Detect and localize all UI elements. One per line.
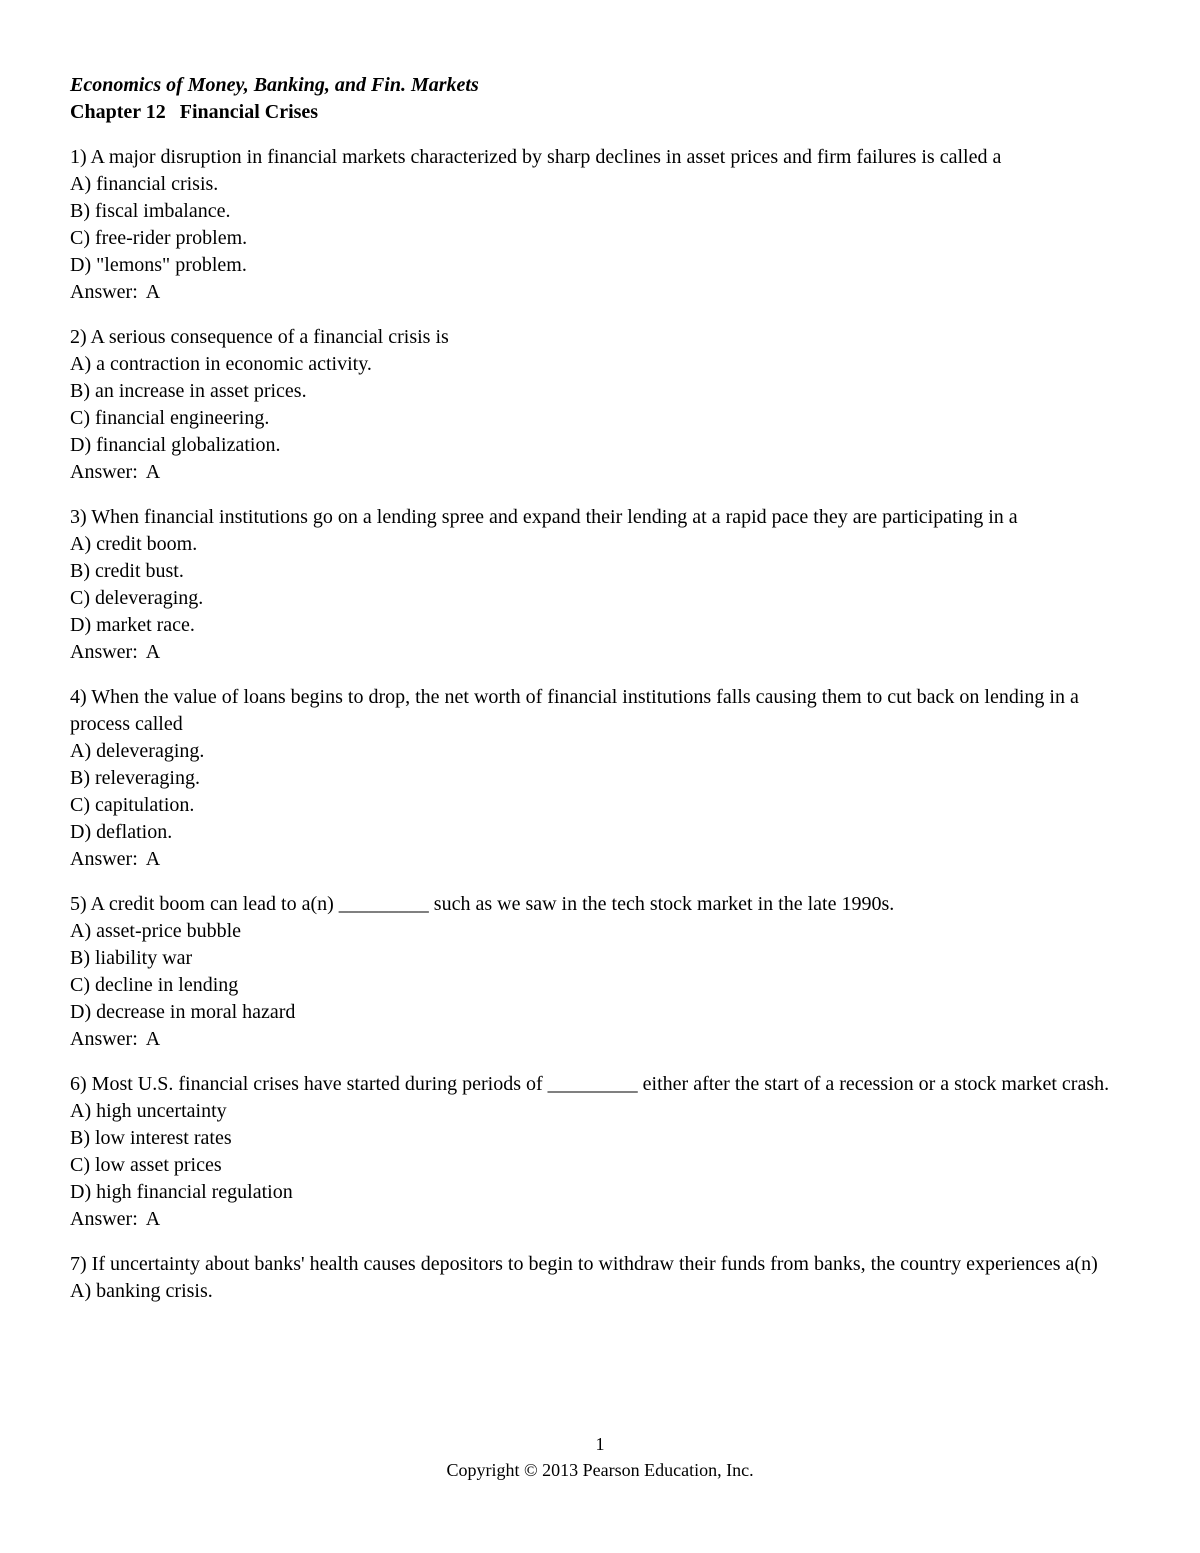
answer-choice: D) market race. — [70, 614, 195, 636]
question-item — [70, 891, 1130, 1053]
answer-choice: C) free-rider problem. — [70, 227, 248, 249]
question-item — [70, 1071, 1130, 1233]
question-list — [70, 144, 1130, 1305]
copyright-notice: Copyright © 2013 Pearson Education, Inc. — [446, 1460, 754, 1480]
answer-choice: D) high financial regulation — [70, 1181, 293, 1203]
question-stem: 5) A credit boom can lead to a(n) _________ such as we saw in the tech stock market in the late 1990s. — [70, 893, 895, 915]
answer-line — [70, 1206, 1130, 1233]
question-stem: 2) A serious consequence of a financial crisis is — [70, 326, 449, 348]
answer-label: Answer: — [70, 461, 138, 483]
answer-choice: B) credit bust. — [70, 560, 184, 582]
answer-choice: C) decline in lending — [70, 974, 239, 996]
answer-line — [70, 459, 1130, 486]
answer-choice: D) deflation. — [70, 821, 173, 843]
answer-choice: B) an increase in asset prices. — [70, 380, 307, 402]
question-item — [70, 684, 1130, 873]
answer-choice: C) capitulation. — [70, 794, 195, 816]
answer-value: A — [145, 281, 161, 303]
chapter-name: Financial Crises — [179, 101, 319, 123]
answer-label: Answer: — [70, 281, 138, 303]
answer-value: A — [145, 461, 161, 483]
answer-choice: D) decrease in moral hazard — [70, 1001, 296, 1023]
question-item — [70, 504, 1130, 666]
answer-choice: A) asset-price bubble — [70, 920, 242, 942]
answer-value: A — [145, 1208, 161, 1230]
question-stem: 7) If uncertainty about banks' health causes depositors to begin to withdraw their funds from banks, the country experiences a(n) — [70, 1253, 1098, 1275]
answer-choice: A) credit boom. — [70, 533, 198, 555]
answer-choice: A) high uncertainty — [70, 1100, 227, 1122]
answer-choice: A) a contraction in economic activity. — [70, 353, 372, 375]
answer-choice: B) liability war — [70, 947, 193, 969]
question-item — [70, 1251, 1130, 1305]
answer-choice: A) financial crisis. — [70, 173, 219, 195]
answer-line — [70, 279, 1130, 306]
question-item — [70, 324, 1130, 486]
answer-line — [70, 1026, 1130, 1053]
answer-choice: A) banking crisis. — [70, 1280, 213, 1302]
answer-line — [70, 639, 1130, 666]
answer-label: Answer: — [70, 848, 138, 870]
question-item — [70, 144, 1130, 306]
answer-choice: A) deleveraging. — [70, 740, 205, 762]
page-number: 1 — [595, 1434, 605, 1454]
question-stem: 6) Most U.S. financial crises have started during periods of _________ either after the start of a recession or a stock market crash. — [70, 1073, 1110, 1095]
answer-choice: B) low interest rates — [70, 1127, 232, 1149]
answer-choice: C) low asset prices — [70, 1154, 222, 1176]
answer-label: Answer: — [70, 1028, 138, 1050]
answer-choice: C) deleveraging. — [70, 587, 204, 609]
chapter-label: Chapter 12 — [70, 101, 166, 123]
answer-choice: D) "lemons" problem. — [70, 254, 247, 276]
answer-value: A — [145, 641, 161, 663]
answer-value: A — [145, 848, 161, 870]
answer-label: Answer: — [70, 641, 138, 663]
document-page — [70, 72, 1130, 1305]
answer-value: A — [145, 1028, 161, 1050]
answer-choice: B) fiscal imbalance. — [70, 200, 231, 222]
answer-choice: C) financial engineering. — [70, 407, 270, 429]
chapter-title — [70, 99, 1130, 126]
answer-line — [70, 846, 1130, 873]
answer-choice: B) releveraging. — [70, 767, 200, 789]
book-title: Economics of Money, Banking, and Fin. Markets — [70, 74, 479, 96]
question-stem: 1) A major disruption in financial markets characterized by sharp declines in asset prices and firm failures is called a — [70, 146, 1002, 168]
answer-choice: D) financial globalization. — [70, 434, 281, 456]
answer-label: Answer: — [70, 1208, 138, 1230]
question-stem: 3) When financial institutions go on a lending spree and expand their lending at a rapid pace they are participating in a — [70, 506, 1018, 528]
question-stem: 4) When the value of loans begins to drop, the net worth of financial institutions falls causing them to cut back on lending in a process called — [70, 686, 1079, 735]
